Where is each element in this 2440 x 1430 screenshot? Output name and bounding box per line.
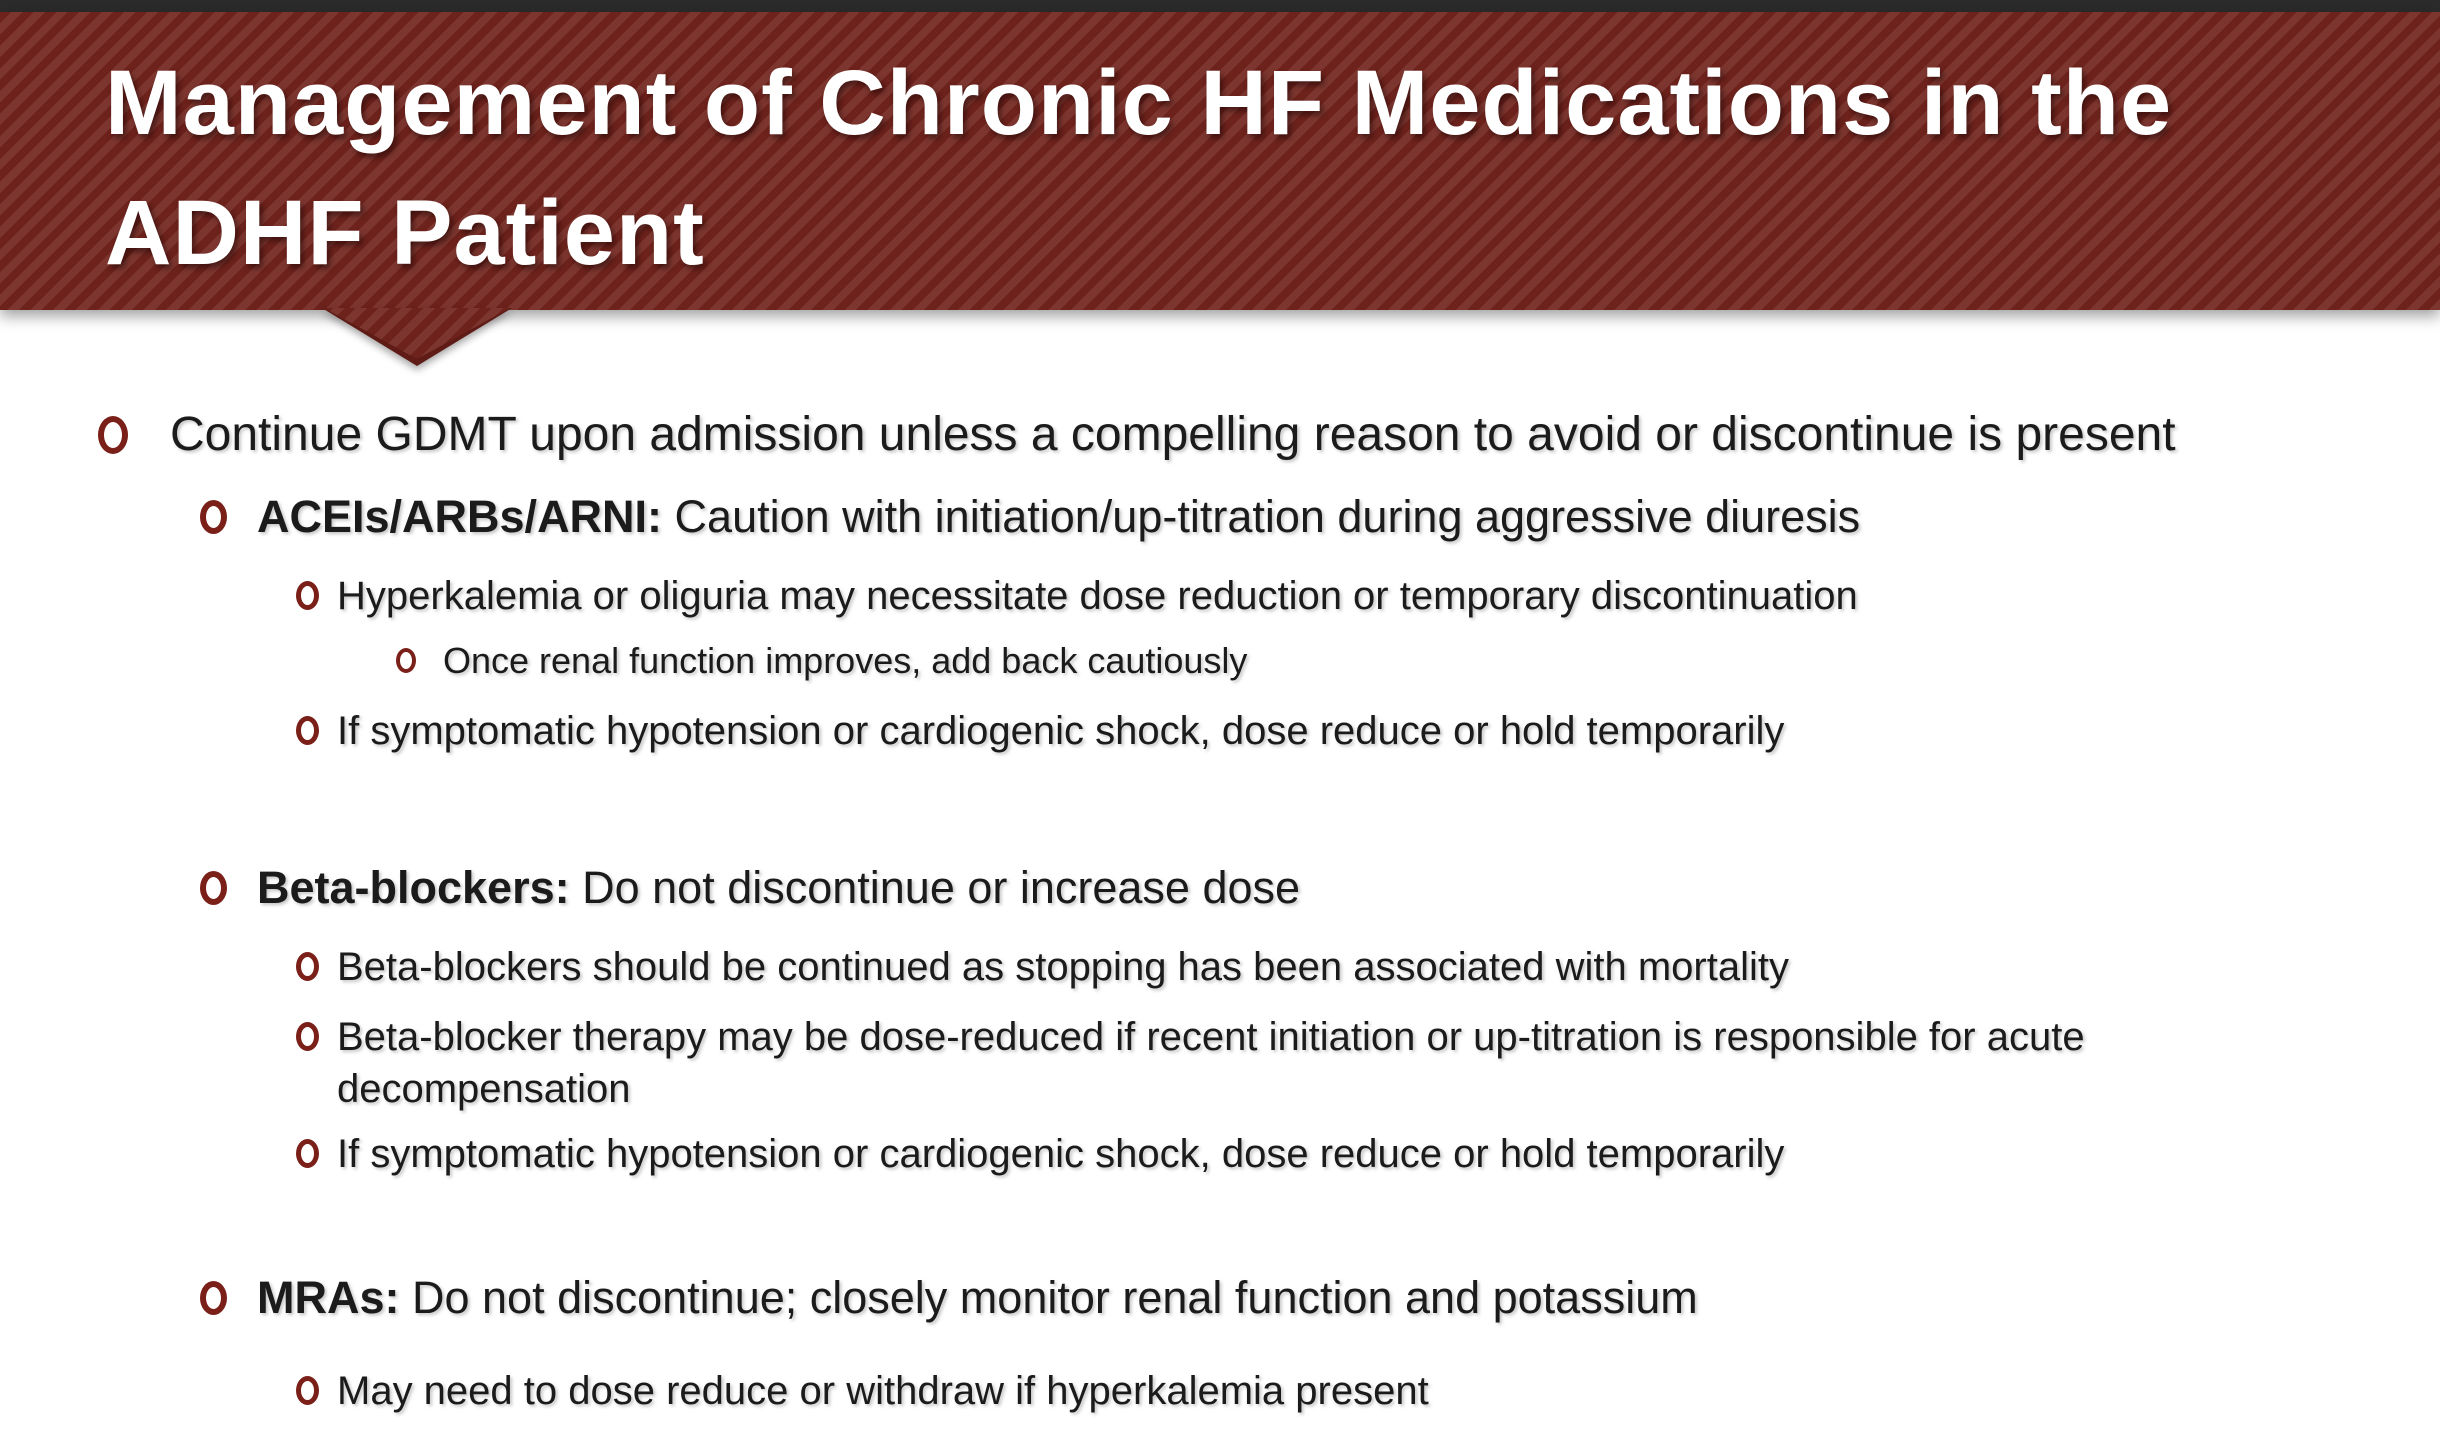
bullet-text (337, 941, 2420, 993)
bullet-item-if-symptomatic-2 (0, 1128, 2420, 1180)
bullet-circle-icon (200, 500, 227, 534)
bullet-text (170, 405, 2420, 465)
bullet-item-if-symptomatic-1 (0, 705, 2420, 757)
bullet-text-body: If symptomatic hypotension or cardiogenic shock, dose reduce or hold temporarily (337, 1132, 1785, 1176)
bullet-text-bold: ACEIs/ARBs/ARNI: (257, 491, 663, 542)
bullet-item-continue-gdmt (0, 405, 2420, 465)
bullet-text (443, 638, 2420, 684)
bullet-text-body: Caution with initiation/up-titration during aggressive diuresis (662, 491, 1861, 542)
bullet-text-body: Do not discontinue or increase dose (569, 862, 1301, 913)
bullet-text (337, 1011, 2420, 1115)
bullet-circle-icon (296, 1376, 319, 1405)
bullet-text-body: Beta-blockers should be continued as stopping has been associated with mortality (337, 945, 1789, 989)
bullet-text-bold: MRAs: (257, 1272, 400, 1323)
bullet-circle-icon (98, 416, 128, 454)
bullet-item-may-need (0, 1365, 2420, 1417)
bullet-circle-icon (200, 1281, 227, 1315)
bullet-text-bold: Beta-blockers: (257, 862, 570, 913)
bullet-item-bb-dose-reduced (0, 1011, 2420, 1115)
bullet-text (257, 1270, 2420, 1326)
bullet-text (337, 1128, 2420, 1180)
bullet-text (257, 860, 2420, 916)
bullet-text-body: Beta-blocker therapy may be dose-reduced if recent initiation or up-titration is responsible for acute (337, 1015, 2085, 1059)
bullet-circle-icon (296, 1139, 319, 1168)
bullet-item-aceis-arbs-arni (0, 489, 2420, 545)
bullet-circle-icon (296, 952, 319, 981)
bullet-text-body: Continue GDMT upon admission unless a compelling reason to avoid or discontinue is present (170, 408, 2176, 461)
bullet-text-body: Once renal function improves, add back cautiously (443, 640, 1248, 681)
bullet-text (257, 489, 2420, 545)
bullet-circle-icon (396, 648, 416, 673)
bullet-item-once-renal (0, 638, 2420, 684)
slide-title-line1: Management of Chronic HF Medications in the (105, 52, 2173, 154)
bullet-text-body: If symptomatic hypotension or cardiogenic shock, dose reduce or hold temporarily (337, 709, 1785, 753)
bullet-text-body: Hyperkalemia or oliguria may necessitate dose reduction or temporary discontinuation (337, 574, 1858, 618)
bullet-text (337, 705, 2420, 757)
bullet-item-mras (0, 1270, 2420, 1326)
bullet-item-hyperkalemia (0, 570, 2420, 622)
bullet-text-body-line2: decompensation (337, 1067, 631, 1111)
bullet-text-body: Do not discontinue; closely monitor renal function and potassium (399, 1272, 1698, 1323)
bullet-circle-icon (296, 581, 319, 610)
bullet-item-bb-continued (0, 941, 2420, 993)
bullet-circle-icon (296, 1022, 319, 1051)
bullet-circle-icon (200, 871, 227, 905)
bullet-text (337, 570, 2420, 622)
bullet-item-beta-blockers (0, 860, 2420, 916)
bullet-text (337, 1365, 2420, 1417)
bullet-text-body: May need to dose reduce or withdraw if hyperkalemia present (337, 1369, 1429, 1413)
bullet-circle-icon (296, 716, 319, 745)
slide-title-line2: ADHF Patient (105, 182, 705, 284)
